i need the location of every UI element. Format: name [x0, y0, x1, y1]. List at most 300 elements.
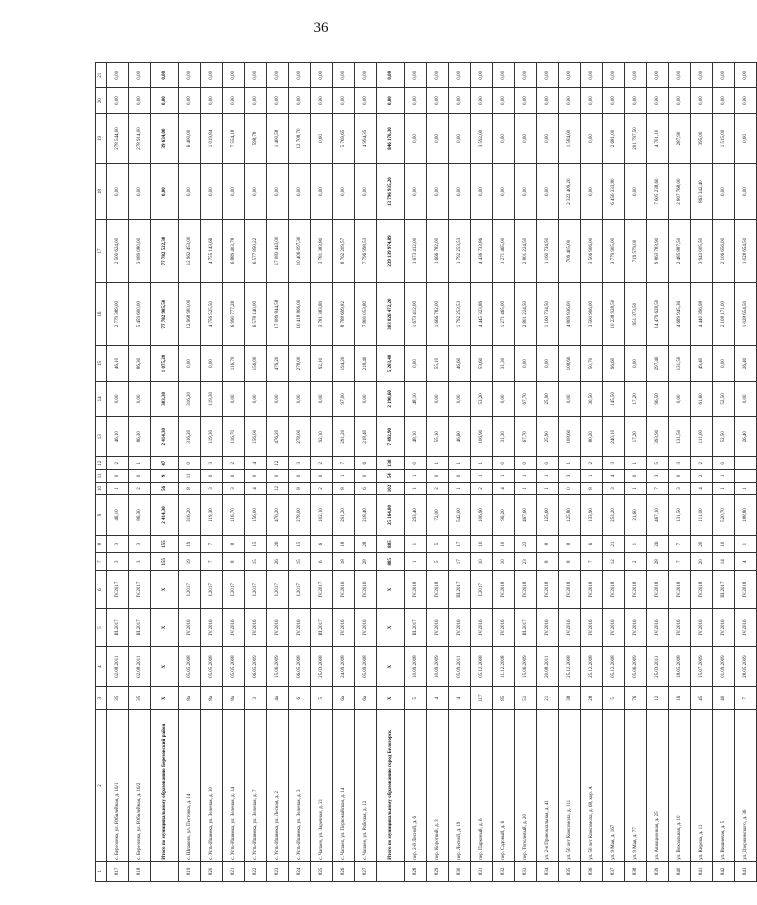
table-cell: 10 238 928,50	[603, 283, 625, 346]
table-cell: 2	[107, 457, 129, 470]
table-cell: 4 689 945,36	[669, 283, 691, 346]
table-cell: 92,10	[311, 417, 333, 457]
table-cell: 8	[559, 553, 581, 571]
table-cell: 0,00	[151, 88, 179, 113]
table-cell: 46,60	[449, 417, 471, 457]
table-cell: 4 440 396,98	[691, 283, 713, 346]
table-row	[669, 63, 691, 882]
table-cell: 102	[377, 482, 405, 495]
table-cell: 0,00	[311, 164, 333, 220]
table-cell: 53,20	[471, 381, 493, 416]
table-cell: 1	[581, 470, 603, 483]
table-cell: 836	[581, 861, 603, 881]
table-cell: IV.2016	[289, 609, 311, 647]
table-cell: 0,00	[559, 381, 581, 416]
table-cell: 0,00	[179, 63, 201, 88]
table-cell: 156,00	[245, 417, 267, 457]
table-cell: 15	[245, 535, 267, 553]
table-cell: 10.09.2008	[405, 646, 427, 686]
table-cell: 0,00	[493, 88, 515, 113]
table-cell: 827	[355, 861, 377, 881]
header-cell: 15	[96, 346, 107, 381]
table-cell: 16	[669, 687, 691, 710]
table-cell: 520,70	[713, 495, 735, 535]
table-cell: 0,00	[107, 88, 129, 113]
table-cell: 830	[449, 861, 471, 881]
table-cell: 28	[355, 535, 377, 553]
table-cell: 2 807 768,00	[669, 164, 691, 220]
table-cell: 2	[427, 482, 449, 495]
table-cell: 1	[449, 482, 471, 495]
table-cell: 0	[201, 470, 223, 483]
table-cell: 1 673 412,00	[405, 283, 427, 346]
table-row	[289, 63, 311, 882]
table-cell: 05.05.2008	[201, 646, 223, 686]
table-cell: 06.05.2009	[245, 646, 267, 686]
table-cell: 0,00	[713, 63, 735, 88]
table-cell: 14 479 628,50	[647, 283, 669, 346]
table-cell: 833	[515, 861, 537, 881]
table-cell: IV.2016	[333, 571, 355, 609]
table-cell: IV.2016	[223, 609, 245, 647]
table-cell: 25.03.2008	[311, 646, 333, 686]
table-cell: 0,00	[581, 164, 603, 220]
table-cell: 1	[471, 470, 493, 483]
header-cell: 19	[96, 113, 107, 164]
table-cell: 131,50	[669, 417, 691, 457]
header-cell: 20	[96, 88, 107, 113]
table-cell: 11.12.2008	[493, 646, 515, 686]
table-row	[107, 63, 129, 882]
table-cell: 15	[245, 553, 267, 571]
table-cell: 0,00	[289, 381, 311, 416]
table-cell: 6	[311, 535, 333, 553]
table-cell: 316,20	[179, 495, 201, 535]
table-cell: 467,60	[515, 495, 537, 535]
table-cell: 13 796 935,20	[377, 164, 405, 220]
table-cell: 155	[151, 553, 179, 571]
table-cell: 0,00	[515, 88, 537, 113]
table-cell: IV.2016	[603, 609, 625, 647]
table-row	[201, 63, 223, 882]
table-cell: 2	[471, 482, 493, 495]
table-cell: 4	[493, 482, 515, 495]
table-cell: 53,60	[471, 346, 493, 381]
table-cell: 828	[405, 861, 427, 881]
table-cell: 0,00	[625, 346, 647, 381]
table-cell: IV.2017	[107, 571, 129, 609]
table-cell: X	[151, 609, 179, 647]
table-cell: 0,00	[223, 381, 245, 416]
table-cell: 3	[107, 553, 129, 571]
table-cell: I.2017	[223, 571, 245, 609]
table-cell: 0,00	[223, 88, 245, 113]
table-cell: X	[151, 571, 179, 609]
table-cell: 119,30	[201, 417, 223, 457]
header-cell: 5	[96, 609, 107, 647]
table-cell: 46,10	[107, 417, 129, 457]
table-cell: 5	[647, 457, 669, 470]
table-cell: 818	[129, 861, 151, 881]
table-cell: 0,00	[405, 113, 427, 164]
address-cell: с. Усть-Ишимка, ул. Зеленая, д. 14	[223, 710, 245, 862]
table-cell: 131,50	[669, 495, 691, 535]
table-cell: 239 139 974,89	[377, 219, 405, 282]
total-row	[151, 63, 179, 882]
table-cell: 1 666 782,00	[427, 283, 449, 346]
table-cell: 0,00	[267, 88, 289, 113]
table-cell	[735, 457, 757, 470]
table-cell: 2	[311, 482, 333, 495]
table-cell: 821	[223, 861, 245, 881]
table-cell: 188,80	[735, 495, 757, 535]
table-cell: 49,40	[691, 346, 713, 381]
table-cell: 17,20	[625, 381, 647, 416]
table-cell: 8	[559, 535, 581, 553]
table-cell: 0,00	[625, 88, 647, 113]
table-cell: 25.03.2011	[647, 646, 669, 686]
table-cell: 0	[129, 470, 151, 483]
header-cell: 21	[96, 63, 107, 88]
table-cell: 0,00	[515, 63, 537, 88]
table-cell: 02.08.2011	[129, 646, 151, 686]
table-cell: 839	[647, 861, 669, 881]
header-cell: 1	[96, 861, 107, 881]
table-cell	[151, 861, 179, 881]
table-cell: IV.2016	[493, 609, 515, 647]
table-cell: 5	[603, 687, 625, 710]
address-cell: пер. Садовый, д. 6	[493, 710, 515, 862]
table-cell: 3 506 906,00	[581, 219, 603, 282]
table-cell: 12	[267, 457, 289, 470]
table-cell: 8	[581, 482, 603, 495]
table-cell: 0,00	[515, 164, 537, 220]
table-cell: 3	[603, 482, 625, 495]
table-cell: 11	[179, 470, 201, 483]
table-cell: 838	[625, 861, 647, 881]
address-cell: ул. 2-я Привокзальная, д. 41	[537, 710, 559, 862]
table-cell: 155	[151, 535, 179, 553]
table-cell: III.2017	[713, 571, 735, 609]
table-cell: IV.2016	[559, 609, 581, 647]
table-cell: 96,50	[647, 381, 669, 416]
table-cell: 885	[377, 535, 405, 553]
table-cell: 77 782 985,50	[151, 283, 179, 346]
table-cell: 0,00	[355, 63, 377, 88]
table-cell: 3 781 383,80	[311, 283, 333, 346]
address-cell: пер. Тополевый, д. 20	[515, 710, 537, 862]
table-cell: 2	[311, 457, 333, 470]
table-cell: 476,20	[267, 346, 289, 381]
address-cell: с. Чапаев, ул. Заречная, д. 21	[311, 710, 333, 862]
table-cell: 4 436 733,86	[471, 219, 493, 282]
table-row	[405, 63, 427, 882]
table-cell: 17 089 844,58	[267, 283, 289, 346]
table-cell: 24.09.2008	[333, 646, 355, 686]
table-cell: 0	[427, 470, 449, 483]
address-cell: с. Чапаев, ул. Рабочая, д. 12	[355, 710, 377, 862]
table-cell: 820	[201, 861, 223, 881]
table-cell: 3	[669, 457, 691, 470]
table-row	[559, 63, 581, 882]
table-cell: 30,50	[581, 381, 603, 416]
table-cell: 17	[449, 553, 471, 571]
address-cell: с. Чапаев, ул. Первомайская, д. 14	[333, 710, 355, 862]
table-cell: 7 800 053,80	[355, 283, 377, 346]
table-cell: 108,60	[559, 346, 581, 381]
table-cell: 25.12.2008	[559, 646, 581, 686]
table-cell: 1 792 253,53	[449, 283, 471, 346]
table-cell: 0,00	[107, 381, 129, 416]
table-cell: 829	[427, 861, 449, 881]
table-cell: 2 801 224,50	[515, 283, 537, 346]
table-cell: 0,00	[333, 63, 355, 88]
table-cell: 0,00	[603, 63, 625, 88]
table-cell: 0	[537, 457, 559, 470]
table-cell: 719 579,00	[625, 219, 647, 282]
table-cell: 3	[107, 535, 129, 553]
table-cell: 841	[691, 861, 713, 881]
table-cell: 0,00	[537, 63, 559, 88]
table-cell: 1 160 734,50	[537, 283, 559, 346]
table-cell: IV.2018	[405, 571, 427, 609]
table-cell: X	[377, 609, 405, 647]
table-cell: 0	[559, 482, 581, 495]
table-cell: 0,00	[537, 346, 559, 381]
table-cell: 6а	[355, 687, 377, 710]
table-cell: 2 108 171,00	[713, 283, 735, 346]
table-cell: 05.09.2008	[355, 646, 377, 686]
table-cell: 8	[537, 553, 559, 571]
table-cell: 1	[713, 482, 735, 495]
table-cell: 48,10	[405, 417, 427, 457]
table-cell: 1	[129, 457, 151, 470]
table-cell: 395,00	[691, 113, 713, 164]
table-cell: 1	[537, 482, 559, 495]
table-cell: 3 089 080,00	[129, 219, 151, 282]
table-cell: 0	[179, 457, 201, 470]
address-cell: ул. Дзержинского, д. 36	[735, 710, 757, 862]
table-cell: 21,60	[625, 495, 647, 535]
table-cell: 2	[581, 457, 603, 470]
table-cell: 1	[107, 482, 129, 495]
table-cell: IV.2018	[735, 571, 757, 609]
table-cell: 5 769,65	[333, 113, 355, 164]
table-cell: 10.09.2009	[427, 646, 449, 686]
table-cell: 843	[735, 861, 757, 881]
table-row	[603, 63, 625, 882]
table-cell: 0	[311, 470, 333, 483]
table-cell: 111,00	[691, 495, 713, 535]
table-cell: 17	[449, 535, 471, 553]
header-cell: 3	[96, 687, 107, 710]
table-cell: 138	[377, 457, 405, 470]
table-cell: 2 322 409,20	[559, 164, 581, 220]
table-cell: 0	[625, 470, 647, 483]
table-cell: 6	[355, 457, 377, 470]
table-cell: 0,00	[449, 113, 471, 164]
table-cell: IV.2016	[581, 609, 603, 647]
table-cell: 1 584,00	[559, 113, 581, 164]
table-row	[267, 63, 289, 882]
header-cell: 7	[96, 553, 107, 571]
table-cell: 1	[405, 470, 427, 483]
table-cell: 17,20	[625, 417, 647, 457]
table-cell: 5	[311, 687, 333, 710]
table-row	[471, 63, 493, 882]
header-row	[96, 63, 107, 882]
table-cell: 19	[179, 553, 201, 571]
table-cell: 0,00	[355, 381, 377, 416]
table-cell: 23	[515, 553, 537, 571]
table-cell: IV.2018	[493, 571, 515, 609]
table-cell: 4	[691, 482, 713, 495]
table-cell: 25 164,80	[377, 495, 405, 535]
table-cell: 10	[493, 553, 515, 571]
address-cell: пер. Парковый, д. 6	[471, 710, 493, 862]
table-cell: IV.2018	[647, 571, 669, 609]
table-cell: IV.2017	[311, 571, 333, 609]
table-row	[581, 63, 603, 882]
table-cell: 18	[333, 553, 355, 571]
table-cell: 10	[471, 535, 493, 553]
table-cell: 0,00	[405, 164, 427, 220]
table-cell: 7	[581, 553, 603, 571]
table-cell: 9	[151, 470, 179, 483]
table-cell: 0,00	[223, 164, 245, 220]
table-cell: 4	[245, 482, 267, 495]
table-cell: 0,00	[267, 63, 289, 88]
table-cell: 4а	[267, 687, 289, 710]
table-cell: 117	[471, 687, 493, 710]
table-cell: 05.06.2009	[625, 646, 647, 686]
table-cell: 2 414,30	[151, 495, 179, 535]
table-cell: 0,00	[129, 88, 151, 113]
table-cell: 0,00	[129, 63, 151, 88]
table-cell: 6 889 403,78	[223, 219, 245, 282]
table-cell: 476,20	[267, 417, 289, 457]
table-cell: 0,00	[669, 88, 691, 113]
table-cell: 1	[625, 457, 647, 470]
header-cell: 10	[96, 482, 107, 495]
table-cell: 47	[151, 457, 179, 470]
table-cell: 218,40	[355, 495, 377, 535]
table-cell: 0	[107, 470, 129, 483]
table-cell: 0,00	[427, 113, 449, 164]
table-cell	[377, 861, 405, 881]
table-cell: 0	[355, 470, 377, 483]
table-cell: IV.2017	[129, 571, 151, 609]
table-cell: 6а	[333, 687, 355, 710]
table-cell: 7	[669, 553, 691, 571]
table-cell: 0,00	[151, 63, 179, 88]
header-cell: 12	[96, 457, 107, 470]
table-cell: 194,20	[333, 346, 355, 381]
table-cell: 0,00	[405, 88, 427, 113]
table-cell: 5	[427, 535, 449, 553]
table-cell: 0,00	[449, 88, 471, 113]
table-cell: IV.2016	[735, 609, 757, 647]
table-cell: 3	[129, 553, 151, 571]
table-cell: 3 943 005,50	[691, 219, 713, 282]
table-cell: 822	[245, 861, 267, 881]
table-cell: 133,90	[581, 495, 603, 535]
table-cell: 6	[581, 535, 603, 553]
table-cell: 23	[515, 535, 537, 553]
table-cell: 0,00	[129, 164, 151, 220]
table-cell: 0,00	[581, 63, 603, 88]
table-cell: 1 515,00	[713, 113, 735, 164]
table-cell: 31,30	[493, 417, 515, 457]
table-cell: I.2017	[201, 571, 223, 609]
table-cell: 39 634,00	[151, 113, 179, 164]
header-cell: 2	[96, 710, 107, 862]
table-cell: 56	[151, 482, 179, 495]
table-cell: 0,00	[493, 381, 515, 416]
table-cell: X	[151, 646, 179, 686]
table-cell: 1 271 465,00	[493, 283, 515, 346]
table-cell: X	[151, 687, 179, 710]
table-cell: 6 990 777,28	[223, 283, 245, 346]
table-cell: IV.2016	[691, 609, 713, 647]
table-cell: 1 075,20	[151, 346, 179, 381]
address-cell: ул. 50 лет Комсомола, д. 111	[559, 710, 581, 862]
table-cell: 0,00	[471, 63, 493, 88]
table-cell: 2	[625, 553, 647, 571]
table-cell: 8 762 209,57	[333, 219, 355, 282]
table-cell: 0	[515, 457, 537, 470]
table-cell: 17 083 443,00	[267, 219, 289, 282]
table-cell: 7 492,90	[377, 417, 405, 457]
table-cell: 0,00	[245, 381, 267, 416]
table-cell: 4 755 143,66	[201, 219, 223, 282]
table-cell: 0,00	[311, 63, 333, 88]
table-cell: IV.2016	[647, 609, 669, 647]
table-cell: 4 756 525,50	[201, 283, 223, 346]
address-cell: пер. 2-й Лесной, д. 6	[405, 710, 427, 862]
table-cell: 86,30	[129, 417, 151, 457]
table-cell: 0,00	[245, 63, 267, 88]
table-cell: 0,00	[427, 164, 449, 220]
table-cell: 0,00	[289, 63, 311, 88]
table-cell: 2 801 224,50	[515, 219, 537, 282]
table-cell: IV.2016	[267, 609, 289, 647]
table-cell: 2 779 389,00	[107, 283, 129, 346]
table-cell: 0,00	[669, 63, 691, 88]
table-cell: 9 863 783,90	[647, 219, 669, 282]
table-cell: IV.2016	[713, 609, 735, 647]
table-cell: 3	[669, 482, 691, 495]
table-cell: 106,90	[471, 495, 493, 535]
table-row	[311, 63, 333, 882]
table-cell: 125,60	[537, 495, 559, 535]
table-cell: 28	[355, 553, 377, 571]
table-cell: 12	[603, 553, 625, 571]
table-cell: 1	[735, 482, 757, 495]
table-cell: 1 666 782,00	[427, 219, 449, 282]
table-cell: 0,00	[559, 88, 581, 113]
table-cell: 156,00	[245, 495, 267, 535]
table-cell: 3	[647, 470, 669, 483]
table-cell: 156,00	[245, 346, 267, 381]
table-cell	[735, 470, 757, 483]
table-cell: III.2017	[449, 571, 471, 609]
table-cell: IV.2016	[333, 609, 355, 647]
table-cell: 0,00	[515, 113, 537, 164]
table-cell: 0,00	[201, 346, 223, 381]
table-cell: 25,90	[537, 417, 559, 457]
table-cell: 1 019,84	[201, 113, 223, 164]
